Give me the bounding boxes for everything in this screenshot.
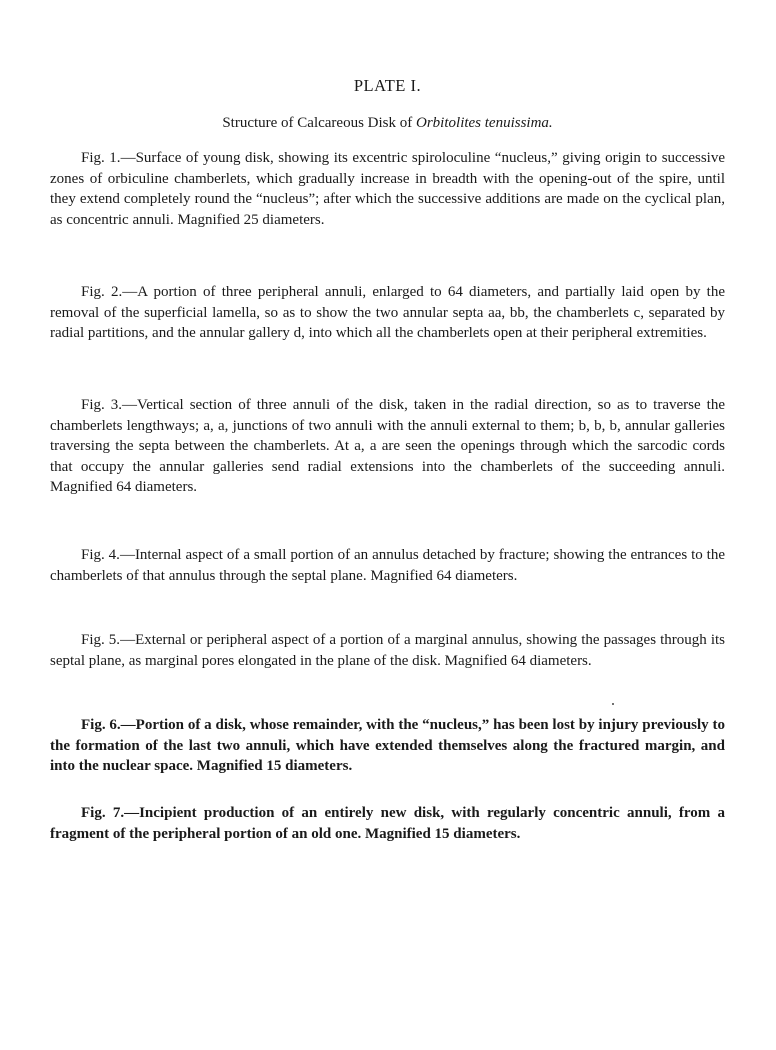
species-name: Orbitolites tenuissima. — [416, 115, 553, 131]
figure-caption-3 — [50, 395, 725, 498]
figure-text: —Vertical section of three annuli of the disk, taken in the radial direction, so as to traverse the chamberlets lengthways; a, a, junctions of two annuli with the annuli external to them; b, b, b, annular galleries traversing the septa between the chamberlets. At a, a are seen the openings through which the sarcodic cords that occupy the annular galleries send radial extensions into the chamberlets of the succeeding annuli. Magnified 64 diameters. — [50, 397, 725, 495]
figure-text: —Portion of a disk, whose remainder, with the “nucleus,” has been lost by injury previously to the formation of the last two annuli, which have extended themselves along the fractured margin, and into the nuclear space. Magnified 15 diameters. — [50, 717, 725, 774]
figure-label: Fig. 6. — [81, 717, 121, 733]
plate-title: PLATE I. — [353, 76, 422, 95]
subtitle-prefix: Structure of Calcareous Disk of — [222, 115, 417, 131]
figure-text: —Internal aspect of a small portion of an annulus detached by fracture; showing the entrances to the chamberlets of that annulus through the septal plane. Magnified 64 diameters. — [50, 547, 725, 584]
figure-text: —Incipient production of an entirely new disk, with regularly concentric annuli, from a fragment of the peripheral portion of an old one. Magnified 15 diameters. — [50, 805, 725, 842]
figure-text: —Surface of young disk, showing its excentric spiroloculine “nucleus,” giving origin to successive zones of orbiculine chamberlets, which gradually increase in breadth with the opening-out of the spire, until they extend completely round the “nucleus”; after which the successive additions are made on the cyclical plan, as concentric annuli. Magnified 25 diameters. — [50, 150, 725, 228]
figure-caption-2 — [50, 282, 725, 344]
figure-label: Fig. 7. — [81, 805, 125, 821]
figure-caption-7 — [50, 803, 725, 844]
figure-text: —A portion of three peripheral annuli, enlarged to 64 diameters, and partially laid open by the removal of the superficial lamella, so as to show the two annular septa aa, bb, the chamberlets c, separated by radial partitions, and the annular gallery d, into which all the chamberlets open at their peripheral extremities. — [50, 284, 725, 341]
figure-label: Fig. 4. — [81, 547, 120, 563]
figure-label: Fig. 1. — [81, 150, 121, 166]
figure-label: Fig. 2. — [81, 284, 123, 300]
figure-label: Fig. 3. — [81, 397, 123, 413]
plate-subtitle — [50, 115, 725, 132]
figure-caption-5 — [50, 630, 725, 671]
figure-caption-1 — [50, 148, 725, 230]
figure-caption-6 — [50, 715, 725, 777]
figure-label: Fig. 5. — [81, 632, 121, 648]
figure-text: —External or peripheral aspect of a portion of a marginal annulus, showing the passages through its septal plane, as marginal pores elongated in the plane of the disk. Magnified 64 diameters. — [50, 632, 725, 669]
figure-caption-4 — [50, 545, 725, 586]
print-speck — [612, 703, 614, 705]
